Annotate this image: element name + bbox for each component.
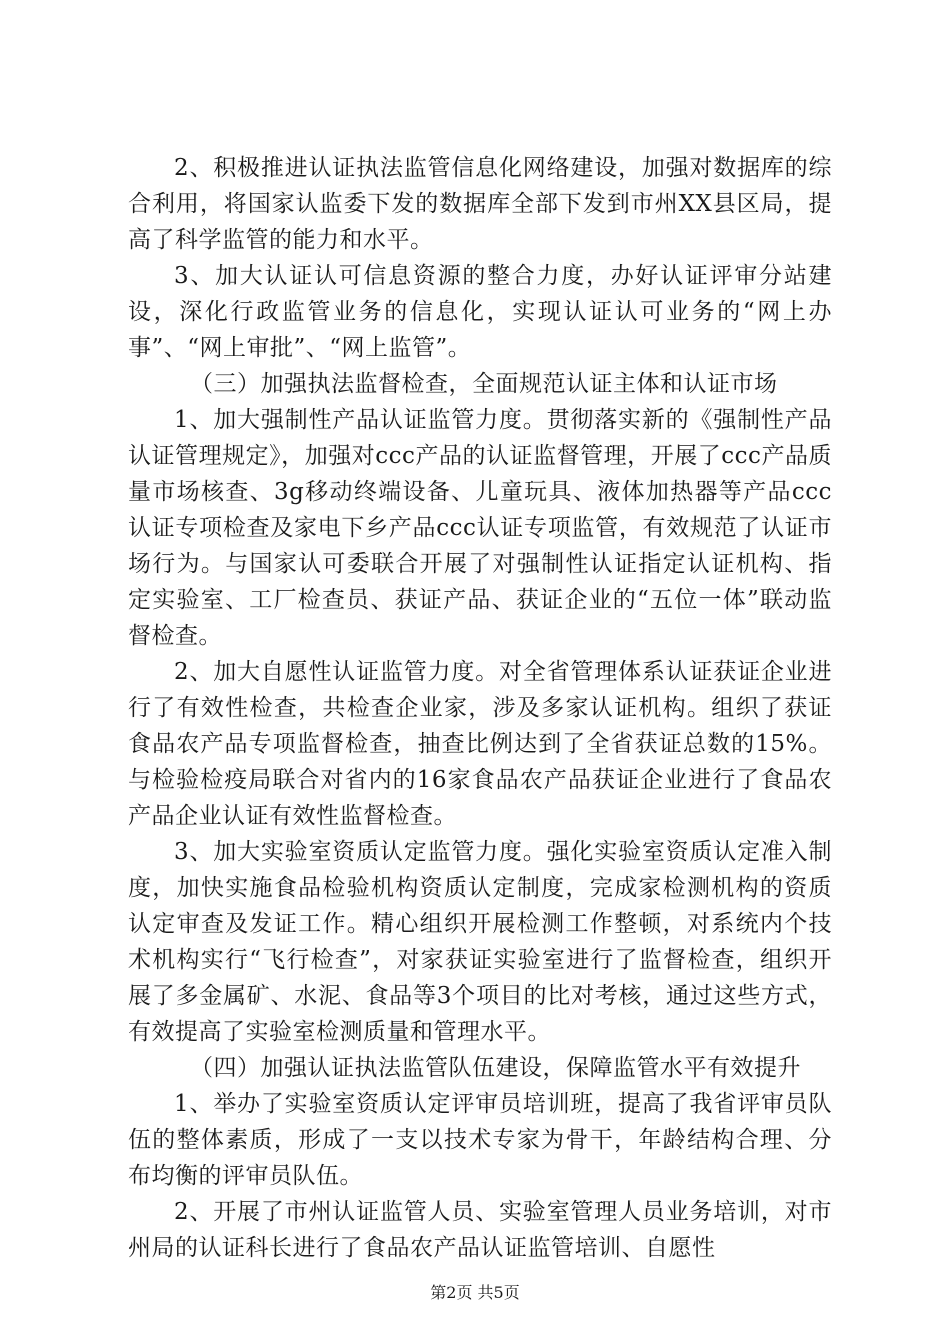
page-number-footer: 第2页 共5页 [430, 1283, 520, 1302]
paragraph-item-3-laboratory-qualification: 3、加大实验室资质认定监管力度。强化实验室资质认定准入制度，加快实施食品检验机构资质认定制度，完成家检测机构的资质认定审查及发证工作。精心组织开展检测工作整顿，对系统内个技术机构实行“飞行检查”，对家获证实验室进行了监督检查，组织开展了多金属矿、水泥、食品等3个项目的比对考核，通过这些方式，有效提高了实验室检测质量和管理水平。 [128, 839, 832, 1045]
paragraph-item-3-resource-integration: 3、加大认证认可信息资源的整合力度，办好认证评审分站建设，深化行政监管业务的信息化，实现认证认可业务的“网上办事”、“网上审批”、“网上监管”。 [128, 263, 832, 361]
section-heading-3: （三）加强执法监督检查，全面规范认证主体和认证市场 [190, 371, 778, 397]
paragraph-item-1-compulsory-certification: 1、加大强制性产品认证监管力度。贯彻落实新的《强制性产品认证管理规定》，加强对ccc产品的认证监督管理，开展了ccc产品质量市场核查、3g移动终端设备、儿童玩具、液体加热器等产品ccc认证专项检查及家电下乡产品ccc认证专项监管，有效规范了认证市场行为。与国家认可委联合开展了对强制性认证指定认证机构、指定实验室、工厂检查员、获证产品、获证企业的“五位一体”联动监督检查。 [128, 407, 832, 649]
paragraph-item-1-reviewer-training: 1、举办了实验室资质认定评审员培训班，提高了我省评审员队伍的整体素质，形成了一支以技术专家为骨干，年龄结构合理、分布均衡的评审员队伍。 [128, 1091, 832, 1189]
document-body [128, 150, 832, 1266]
paragraph-item-2-staff-training: 2、开展了市州认证监管人员、实验室管理人员业务培训，对市州局的认证科长进行了食品农产品认证监管培训、自愿性 [128, 1199, 832, 1261]
section-heading-4: （四）加强认证执法监管队伍建设，保障监管水平有效提升 [190, 1055, 801, 1081]
paragraph-item-2-voluntary-certification: 2、加大自愿性认证监管力度。对全省管理体系认证获证企业进行了有效性检查，共检查企业家，涉及多家认证机构。组织了获证食品农产品专项监督检查，抽查比例达到了全省获证总数的15%。与检验检疫局联合对省内的16家食品农产品获证企业进行了食品农产品企业认证有效性监督检查。 [128, 659, 832, 829]
paragraph-item-2-informatization: 2、积极推进认证执法监管信息化网络建设，加强对数据库的综合利用，将国家认监委下发的数据库全部下发到市州XX县区局，提高了科学监管的能力和水平。 [128, 155, 832, 253]
